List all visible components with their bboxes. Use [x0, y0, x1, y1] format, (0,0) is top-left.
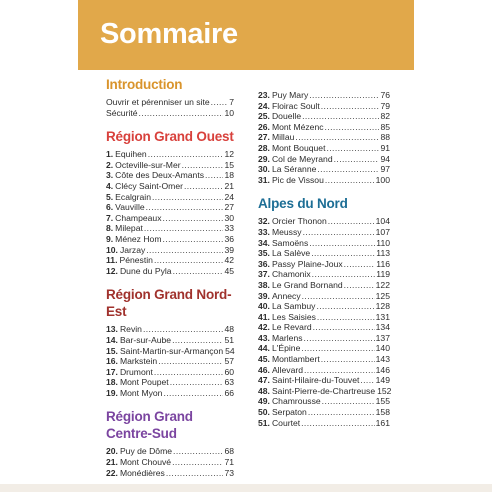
entry-name: Courtet: [271, 417, 301, 428]
toc-entry[interactable]: [106, 160, 234, 171]
page-title: Sommaire: [100, 18, 238, 50]
entry-name: Le Grand Bornand: [271, 279, 343, 290]
entry-page-number: 79: [380, 100, 390, 111]
entry-name: Annecy: [271, 290, 301, 301]
entry-page-number: 140: [375, 343, 390, 354]
entry-page-number: 51: [224, 334, 234, 345]
dot-leader: [302, 111, 379, 122]
toc-entry[interactable]: [106, 468, 234, 479]
entry-number: 39.: [258, 290, 270, 301]
toc-entry[interactable]: [258, 154, 390, 165]
entry-name: Floirac Soult: [271, 100, 320, 111]
dot-leader: [166, 468, 224, 479]
dot-leader: [295, 132, 379, 143]
entry-name: Saint-Pierre-de-Chartreuse: [271, 385, 376, 396]
entry-page-number: 63: [224, 377, 234, 388]
entry-number: 8.: [106, 223, 114, 234]
entry-name: Ménez Hom: [115, 233, 162, 244]
entry-name: Allevard: [271, 364, 304, 375]
dot-leader: [139, 108, 224, 119]
entry-name: Vauville: [115, 202, 145, 213]
toc-entry[interactable]: [258, 375, 390, 386]
entry-name: Ouvrir et pérenniser un site: [106, 97, 210, 107]
dot-leader: [304, 333, 375, 344]
entry-page-number: 143: [375, 354, 390, 365]
toc-entry[interactable]: [258, 248, 390, 259]
toc-entry[interactable]: [106, 367, 234, 378]
entry-page-number: 42: [224, 255, 234, 266]
entry-page-number: 107: [375, 226, 390, 237]
toc-entry[interactable]: [106, 223, 234, 234]
toc-left-column: [106, 76, 234, 488]
toc-entry[interactable]: [258, 280, 390, 291]
dot-leader: [309, 238, 375, 249]
toc-entry[interactable]: [258, 322, 390, 333]
dot-leader: [146, 202, 224, 213]
toc-entry[interactable]: [106, 446, 234, 457]
dot-leader: [146, 245, 223, 256]
entry-page-number: 85: [380, 121, 390, 132]
entry-number: 22.: [106, 467, 118, 478]
entry-name: Mont Myon: [119, 387, 163, 398]
entry-name: Monédières: [119, 467, 165, 478]
entry-page-number: 54: [225, 345, 235, 356]
toc-entry[interactable]: [258, 333, 390, 344]
entry-page-number: 113: [376, 248, 390, 259]
entry-name: Samoëns: [271, 237, 309, 248]
entry-name: Octeville-sur-Mer: [115, 159, 181, 170]
entry-name: Markstein: [119, 356, 158, 367]
entry-number: 31.: [258, 174, 270, 185]
dot-leader: [182, 160, 224, 171]
entry-page-number: 137: [375, 332, 390, 343]
dot-leader: [144, 223, 224, 234]
dot-leader: [173, 266, 224, 277]
entry-name: Saint-Hilaire-du-Touvet: [271, 375, 360, 386]
entry-name: Milepat: [115, 223, 143, 234]
toc-section: [106, 149, 234, 276]
entry-number: 38.: [258, 279, 270, 290]
toc-entry[interactable]: [106, 234, 234, 245]
toc-entry[interactable]: [258, 407, 390, 418]
toc-entry[interactable]: [258, 101, 390, 112]
entry-page-number: 158: [375, 407, 390, 418]
page-edge: [0, 484, 492, 492]
entry-name: Mont Poupet: [119, 377, 169, 388]
section-title: Région Grand Ouest: [106, 129, 234, 145]
dot-leader: [148, 149, 224, 160]
toc-entry[interactable]: [106, 324, 234, 335]
entry-name: Dune du Pyla: [119, 265, 172, 276]
entry-page-number: 155: [375, 396, 390, 407]
dot-leader: [173, 446, 223, 457]
toc-entry[interactable]: [106, 266, 234, 277]
entry-name: Equihen: [115, 149, 147, 160]
entry-page-number: 104: [375, 216, 390, 227]
entry-number: 13.: [106, 324, 118, 335]
entry-name: Montlambert: [271, 354, 320, 365]
dot-leader: [211, 97, 229, 108]
entry-page-number: 134: [375, 322, 390, 333]
entry-number: 11.: [106, 255, 118, 266]
entry-number: 17.: [106, 366, 118, 377]
entry-name: Serpaton: [271, 407, 307, 418]
toc-entry[interactable]: [258, 259, 390, 270]
dot-leader: [304, 365, 375, 376]
entry-name: L'Épine: [271, 343, 301, 354]
dot-leader: [325, 175, 375, 186]
dot-leader: [163, 234, 224, 245]
entry-name: Pic de Vissou: [271, 174, 324, 185]
entry-name: Chamrousse: [271, 396, 321, 407]
entry-page-number: 12: [224, 149, 234, 160]
entry-page-number: 10: [224, 107, 234, 118]
toc-entry[interactable]: [106, 255, 234, 266]
entry-page-number: 122: [375, 279, 390, 290]
toc-right-column: [258, 90, 390, 438]
entry-page-number: 149: [375, 375, 390, 386]
toc-entry[interactable]: [258, 301, 390, 312]
entry-number: 45.: [258, 354, 270, 365]
entry-name: La Salève: [271, 248, 311, 259]
dot-leader: [328, 216, 375, 227]
entry-number: 26.: [258, 121, 270, 132]
entry-number: 19.: [106, 387, 118, 398]
entry-number: 18.: [106, 377, 118, 388]
entry-page-number: 21: [224, 180, 234, 191]
dot-leader: [154, 367, 224, 378]
dot-leader: [311, 248, 375, 259]
entry-page-number: 24: [224, 191, 234, 202]
header-band: [78, 0, 414, 70]
dot-leader: [360, 375, 374, 386]
dot-leader: [326, 143, 379, 154]
entry-number: 24.: [258, 100, 270, 111]
dot-leader: [301, 343, 374, 354]
entry-number: 3.: [106, 170, 114, 181]
entry-name: Bar-sur-Aube: [119, 334, 172, 345]
toc-entry[interactable]: [258, 312, 390, 323]
entry-name: Passy Plaine-Joux: [271, 258, 343, 269]
dot-leader: [325, 122, 380, 133]
section-title: Région Grand Centre-Sud: [106, 409, 193, 442]
entry-name: Les Saisies: [271, 311, 316, 322]
toc-section: [106, 324, 234, 398]
toc-entry[interactable]: [258, 238, 390, 249]
entry-number: 12.: [106, 265, 118, 276]
entry-number: 5.: [106, 191, 114, 202]
entry-number: 20.: [106, 446, 118, 457]
dot-leader: [143, 324, 224, 335]
entry-number: 25.: [258, 111, 270, 122]
toc-entry[interactable]: [258, 354, 390, 365]
entry-number: 49.: [258, 396, 270, 407]
dot-leader: [344, 280, 375, 291]
toc-entry[interactable]: [258, 175, 390, 186]
entry-name: Pénestin: [119, 255, 153, 266]
dot-leader: [312, 269, 376, 280]
entry-page-number: 71: [224, 457, 234, 468]
toc-entry[interactable]: [258, 269, 390, 280]
entry-name: Revin: [119, 324, 142, 335]
entry-name: Meussy: [271, 226, 302, 237]
dot-leader: [344, 259, 376, 270]
entry-name: Puy Mary: [271, 90, 309, 100]
toc-entry[interactable]: [106, 356, 234, 367]
entry-page-number: 119: [376, 269, 390, 280]
toc-entry[interactable]: [106, 108, 234, 119]
entry-name: Le Revard: [271, 322, 312, 333]
toc-entry[interactable]: [106, 388, 234, 399]
dot-leader: [172, 457, 223, 468]
dot-leader: [154, 255, 224, 266]
toc-entry[interactable]: [106, 213, 234, 224]
entry-number: 34.: [258, 237, 270, 248]
entry-number: 36.: [258, 258, 270, 269]
entry-number: 9.: [106, 233, 114, 244]
toc-entry[interactable]: [258, 365, 390, 376]
entry-number: 44.: [258, 343, 270, 354]
dot-leader: [317, 164, 379, 175]
toc-entry[interactable]: [106, 245, 234, 256]
entry-page-number: 15: [224, 159, 234, 170]
toc-entry[interactable]: [258, 122, 390, 133]
entry-page-number: 57: [224, 356, 234, 367]
toc-entry[interactable]: [258, 227, 390, 238]
entry-name: Jarzay: [119, 244, 146, 255]
entry-page-number: 94: [380, 153, 390, 164]
entry-number: 28.: [258, 142, 270, 153]
toc-entry[interactable]: [258, 216, 390, 227]
entry-page-number: 91: [380, 142, 390, 153]
dot-leader: [163, 388, 223, 399]
entry-page-number: 48: [224, 324, 234, 335]
toc-entry[interactable]: [258, 396, 390, 407]
entry-page-number: 97: [380, 164, 390, 175]
entry-number: 51.: [258, 417, 270, 428]
entry-name: Douelle: [271, 111, 302, 122]
entry-page-number: 33: [224, 223, 234, 234]
entry-page-number: 7: [229, 97, 234, 107]
toc-section: [106, 97, 234, 118]
entry-page-number: 68: [224, 446, 234, 457]
entry-page-number: 39: [224, 244, 234, 255]
entry-number: 29.: [258, 153, 270, 164]
entry-number: 48.: [258, 385, 270, 396]
entry-number: 23.: [258, 90, 270, 100]
entry-number: 33.: [258, 226, 270, 237]
toc-entry[interactable]: [106, 192, 234, 203]
dot-leader: [158, 356, 223, 367]
dot-leader: [321, 354, 375, 365]
entry-name: Champeaux: [115, 212, 162, 223]
entry-number: 47.: [258, 375, 270, 386]
entry-number: 4.: [106, 180, 114, 191]
entry-number: 27.: [258, 132, 270, 143]
entry-page-number: 116: [376, 258, 390, 269]
dot-leader: [321, 101, 380, 112]
entry-page-number: 125: [375, 290, 390, 301]
entry-number: 40.: [258, 301, 270, 312]
toc-entry[interactable]: [106, 170, 234, 181]
toc-section: [258, 216, 390, 428]
entry-number: 10.: [106, 244, 118, 255]
toc-entry[interactable]: [106, 346, 234, 357]
entry-name: Col de Meyrand: [271, 153, 333, 164]
entry-name: Drumont: [119, 366, 153, 377]
dot-leader: [317, 312, 375, 323]
entry-name: Mont Mézenc: [271, 121, 324, 132]
entry-name: Mont Bouquet: [271, 142, 326, 153]
dot-leader: [308, 407, 375, 418]
toc-entry[interactable]: [106, 335, 234, 346]
entry-number: 2.: [106, 159, 114, 170]
entry-page-number: 82: [380, 111, 390, 122]
dot-leader: [170, 377, 224, 388]
dot-leader: [313, 322, 375, 333]
entry-page-number: 128: [375, 301, 390, 312]
entry-number: 30.: [258, 164, 270, 175]
dot-leader: [316, 301, 374, 312]
toc-entry[interactable]: [258, 90, 390, 101]
section-title: Région Grand Nord-Est: [106, 287, 232, 320]
entry-page-number: 73: [224, 467, 234, 478]
entry-name: La Sambuy: [271, 301, 316, 312]
dot-leader: [302, 291, 375, 302]
toc-entry[interactable]: [106, 181, 234, 192]
entry-page-number: 30: [224, 212, 234, 223]
entry-page-number: 76: [380, 90, 390, 100]
dot-leader: [301, 418, 375, 429]
entry-number: 32.: [258, 216, 270, 227]
entry-number: 43.: [258, 332, 270, 343]
entry-number: 7.: [106, 212, 114, 223]
toc-entry[interactable]: [258, 386, 390, 397]
dot-leader: [303, 227, 375, 238]
toc-entry[interactable]: [106, 202, 234, 213]
entry-page-number: 27: [224, 202, 234, 213]
dot-leader: [152, 192, 223, 203]
entry-name: Marlens: [271, 332, 303, 343]
entry-page-number: 88: [380, 132, 390, 143]
toc-entry[interactable]: [106, 457, 234, 468]
entry-number: 21.: [106, 457, 118, 468]
entry-number: 15.: [106, 345, 118, 356]
entry-name: Ecalgrain: [115, 191, 151, 202]
entry-name: Clécy Saint-Omer: [115, 180, 183, 191]
entry-name: Chamonix: [271, 269, 311, 280]
dot-leader: [205, 170, 223, 181]
entry-page-number: 45: [224, 265, 234, 276]
dot-leader: [334, 154, 380, 165]
entry-page-number: 100: [375, 174, 390, 185]
section-title: Alpes du Nord: [258, 196, 348, 212]
toc-entry[interactable]: [258, 291, 390, 302]
toc-entry[interactable]: [258, 343, 390, 354]
toc-entry[interactable]: [106, 377, 234, 388]
entry-number: 16.: [106, 356, 118, 367]
entry-number: 50.: [258, 407, 270, 418]
toc-entry[interactable]: [106, 97, 234, 108]
toc-entry[interactable]: [258, 143, 390, 154]
entry-page-number: 131: [375, 311, 390, 322]
dot-leader: [309, 90, 379, 101]
entry-number: 1.: [106, 149, 114, 160]
dot-leader: [184, 181, 223, 192]
toc-section: [106, 446, 234, 478]
dot-leader: [163, 213, 224, 224]
entry-number: 41.: [258, 311, 270, 322]
entry-page-number: 161: [375, 417, 390, 428]
entry-page-number: 60: [224, 366, 234, 377]
dot-leader: [172, 335, 223, 346]
entry-page-number: 152: [377, 385, 392, 396]
toc-entry[interactable]: [258, 418, 390, 429]
entry-name: Saint-Martin-sur-Armançon: [119, 345, 224, 356]
entry-name: Sécurité: [106, 107, 138, 118]
toc-entry[interactable]: [258, 164, 390, 175]
toc-entry[interactable]: [258, 111, 390, 122]
entry-name: Mont Chouvé: [119, 457, 172, 468]
entry-number: 37.: [258, 269, 270, 280]
toc-entry[interactable]: [258, 132, 390, 143]
entry-name: La Séranne: [271, 164, 317, 175]
entry-page-number: 146: [375, 364, 390, 375]
dot-leader: [322, 396, 375, 407]
entry-name: Millau: [271, 132, 295, 143]
toc-section: [258, 90, 390, 185]
entry-number: 42.: [258, 322, 270, 333]
entry-name: Puy de Dôme: [119, 446, 173, 457]
section-title: Introduction: [106, 77, 183, 92]
entry-name: Orcier Thonon: [271, 216, 327, 227]
entry-page-number: 66: [224, 387, 234, 398]
entry-page-number: 18: [224, 170, 234, 181]
entry-page-number: 110: [376, 237, 390, 248]
entry-number: 14.: [106, 334, 118, 345]
entry-page-number: 36: [224, 233, 234, 244]
entry-number: 46.: [258, 364, 270, 375]
entry-name: Côte des Deux-Amants: [115, 170, 205, 181]
entry-number: 6.: [106, 202, 114, 213]
toc-entry[interactable]: [106, 149, 234, 160]
entry-number: 35.: [258, 248, 270, 259]
